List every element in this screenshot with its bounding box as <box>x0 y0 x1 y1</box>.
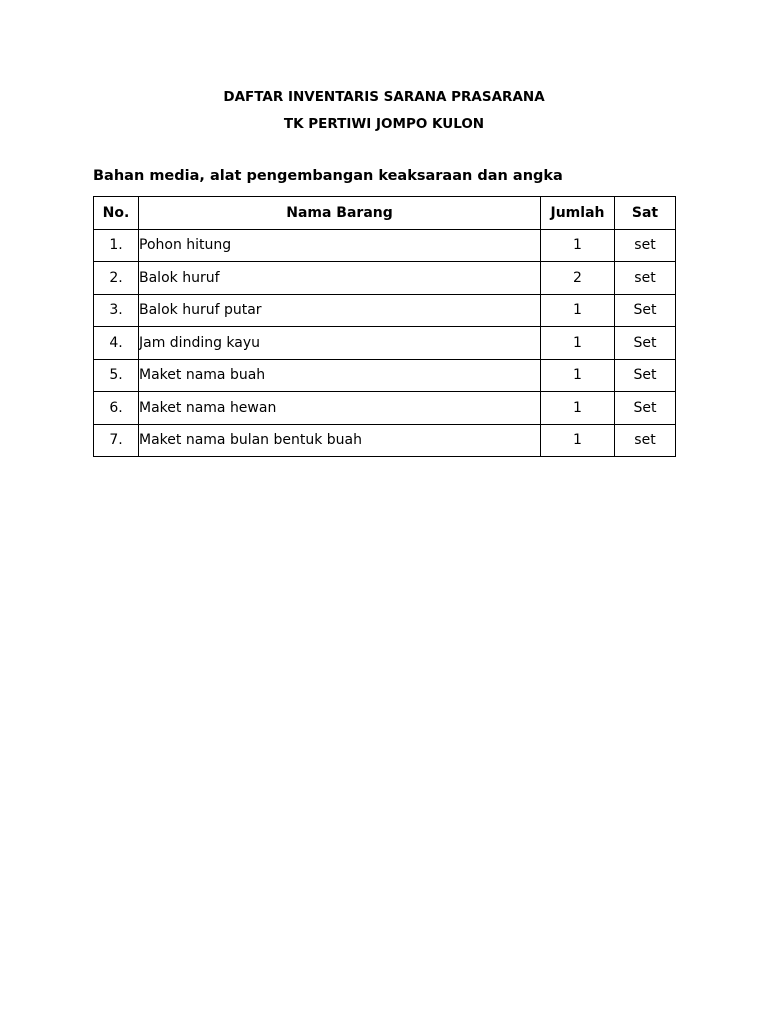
cell-name: Jam dinding kayu <box>139 327 541 360</box>
table-row <box>94 229 676 262</box>
section-heading: Bahan media, alat pengembangan keaksaraan dan angka <box>93 168 563 184</box>
cell-name: Balok huruf <box>139 262 541 295</box>
document-subtitle: TK PERTIWI JOMPO KULON <box>283 116 485 132</box>
cell-unit: Set <box>615 392 676 425</box>
cell-qty: 1 <box>541 392 615 425</box>
cell-no: 6. <box>94 392 139 425</box>
table-row <box>94 262 676 295</box>
cell-unit: set <box>615 424 676 457</box>
cell-unit: set <box>615 229 676 262</box>
table-row <box>94 327 676 360</box>
cell-no: 1. <box>94 229 139 262</box>
document-title: DAFTAR INVENTARIS SARANA PRASARANA <box>223 89 545 105</box>
cell-qty: 2 <box>541 262 615 295</box>
cell-no: 4. <box>94 327 139 360</box>
table-row <box>94 392 676 425</box>
inventory-table <box>93 196 676 457</box>
cell-qty: 1 <box>541 294 615 327</box>
cell-unit: Set <box>615 294 676 327</box>
cell-name: Maket nama buah <box>139 359 541 392</box>
cell-name: Maket nama hewan <box>139 392 541 425</box>
cell-no: 3. <box>94 294 139 327</box>
cell-unit: set <box>615 262 676 295</box>
cell-name: Balok huruf putar <box>139 294 541 327</box>
cell-unit: Set <box>615 327 676 360</box>
table-row <box>94 424 676 457</box>
header-qty: Jumlah <box>541 197 615 230</box>
header-name: Nama Barang <box>139 197 541 230</box>
cell-no: 5. <box>94 359 139 392</box>
cell-qty: 1 <box>541 327 615 360</box>
cell-qty: 1 <box>541 424 615 457</box>
cell-qty: 1 <box>541 229 615 262</box>
cell-name: Maket nama bulan bentuk buah <box>139 424 541 457</box>
cell-no: 7. <box>94 424 139 457</box>
cell-qty: 1 <box>541 359 615 392</box>
table-row <box>94 294 676 327</box>
header-no: No. <box>94 197 139 230</box>
cell-no: 2. <box>94 262 139 295</box>
cell-unit: Set <box>615 359 676 392</box>
table-header-row <box>94 197 676 230</box>
table-row <box>94 359 676 392</box>
header-unit: Sat <box>615 197 676 230</box>
cell-name: Pohon hitung <box>139 229 541 262</box>
